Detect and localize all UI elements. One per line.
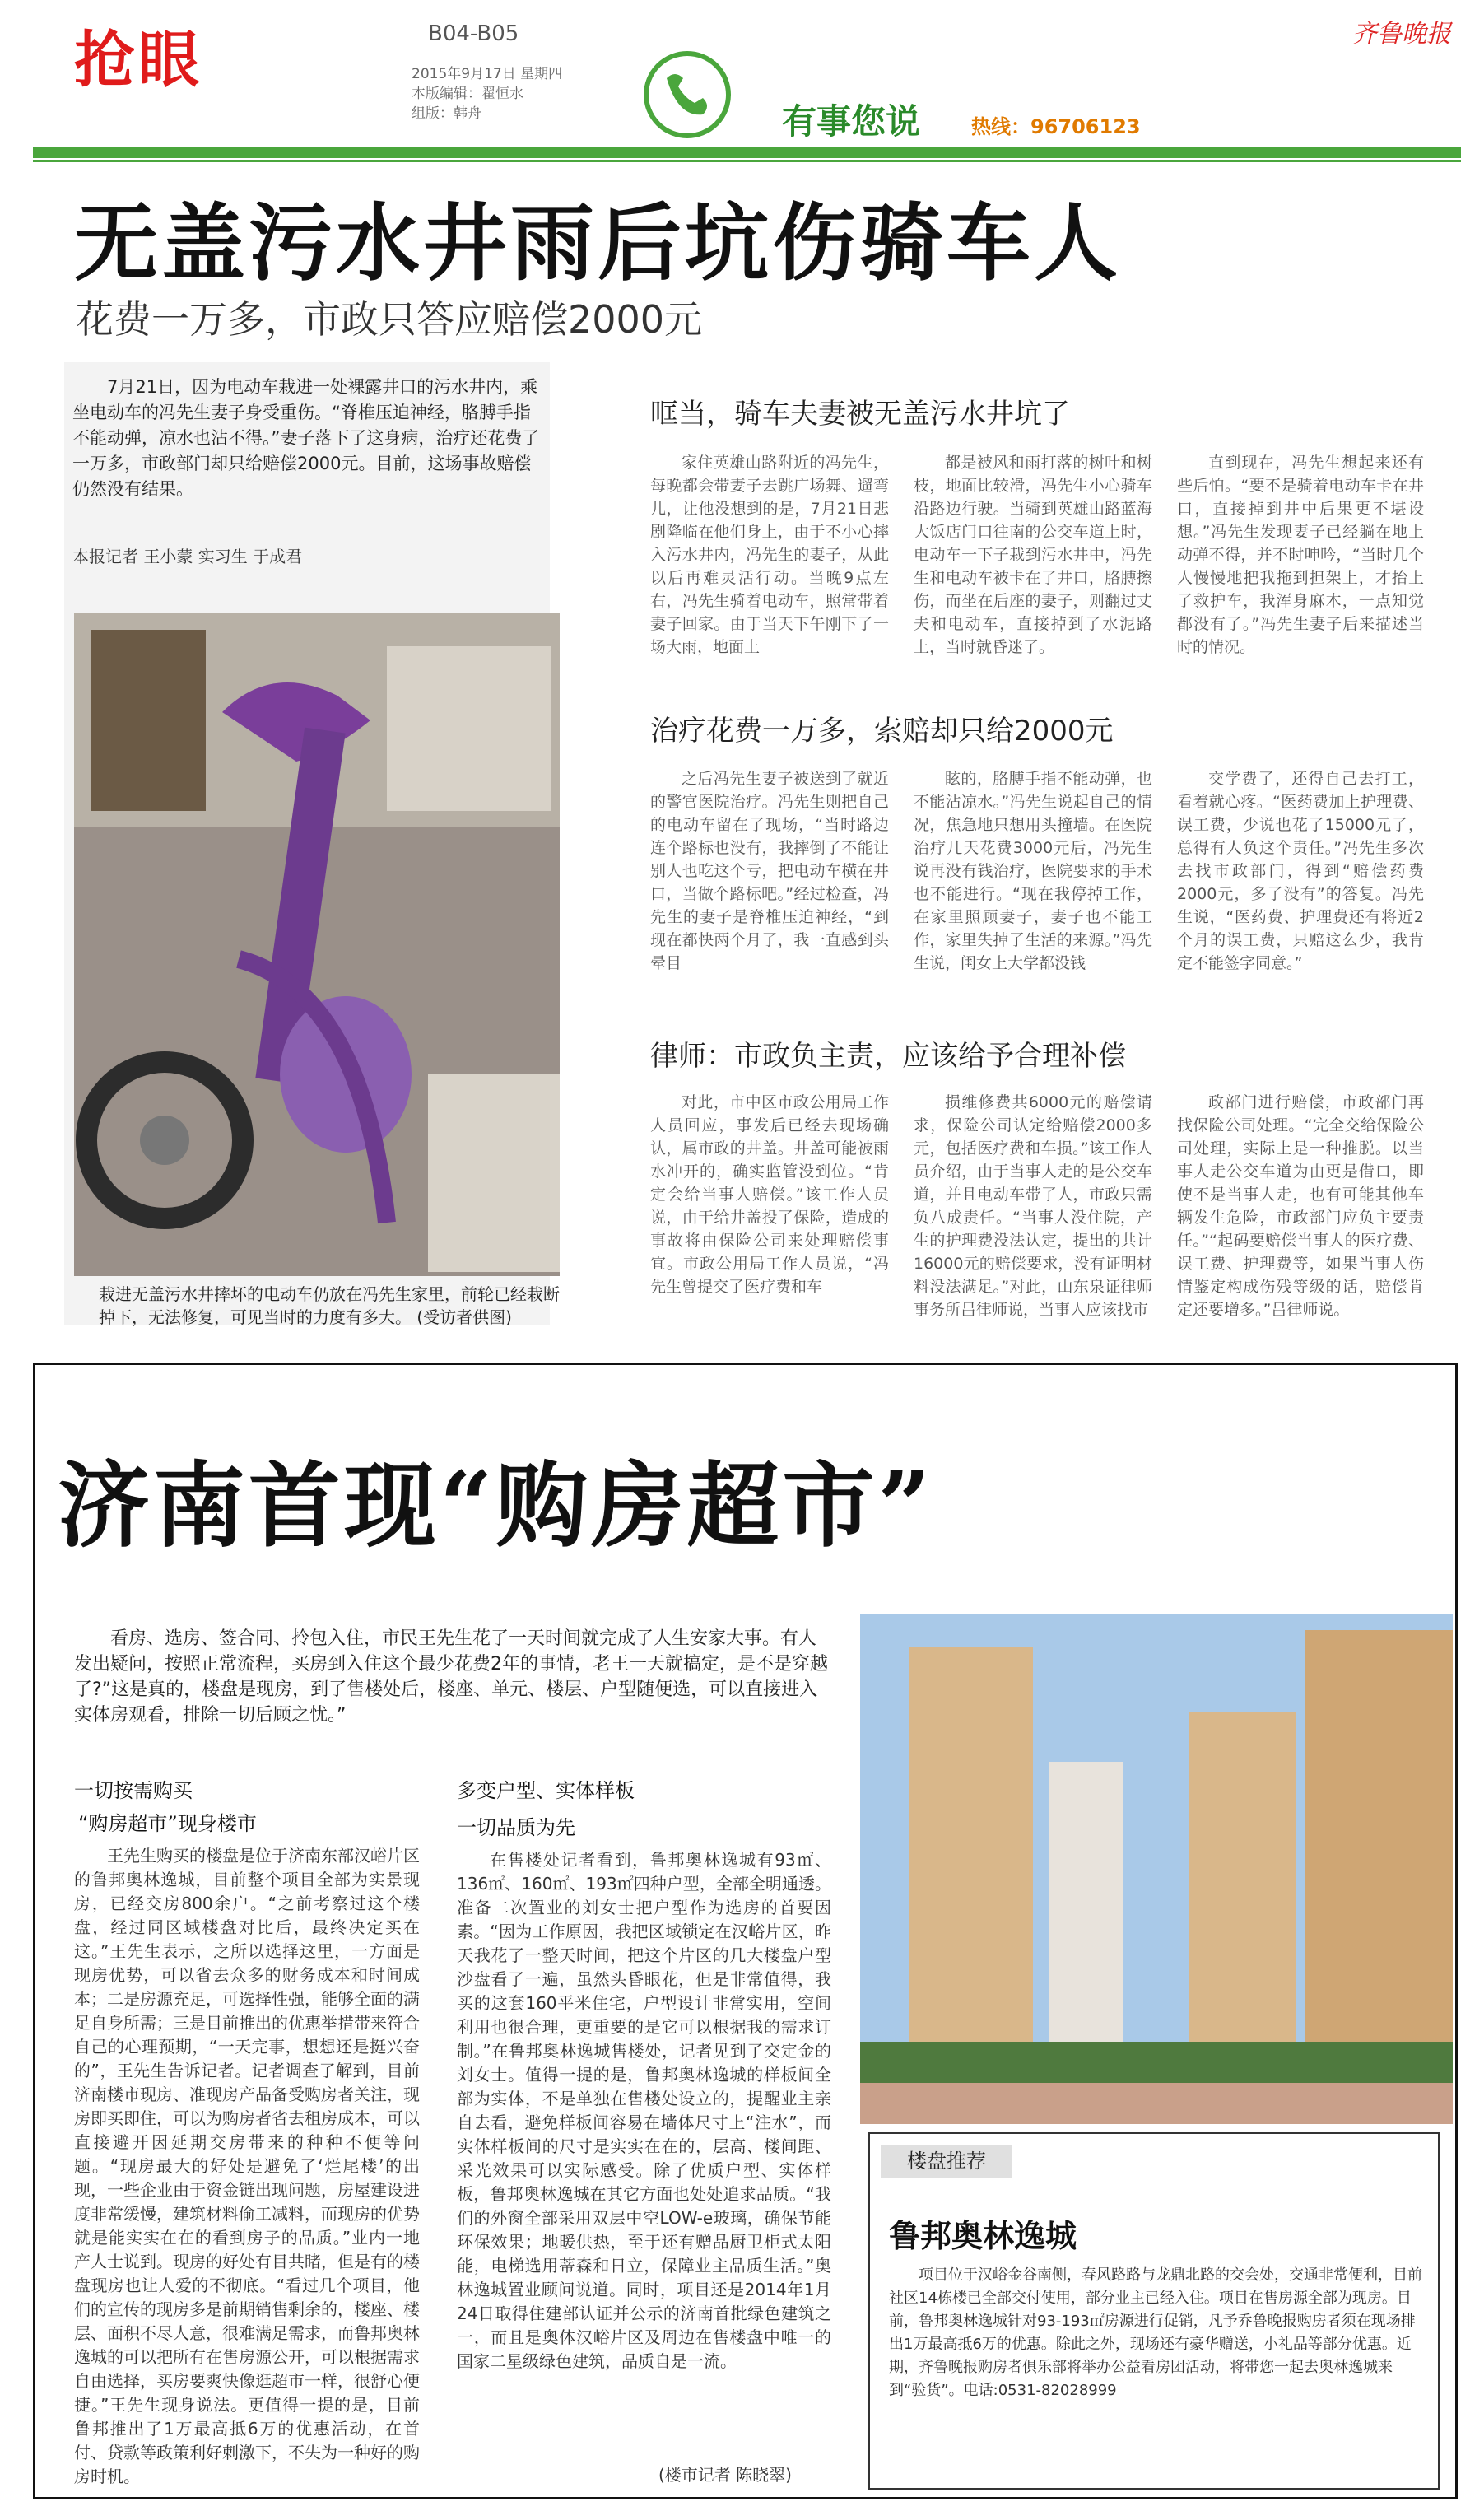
mid-column-text: 在售楼处记者看到，鲁邦奥林逸城有93㎡、136㎡、160㎡、193㎡四种户型，全部全明通透。准备二次置业的刘女士把户型作为选房的首要因素。“因为工作原因，我把区域锁定在汉峪片区，昨天我花了一整天时间，把这个片区的几大楼盘户型沙盘看了一遍，虽然头昏眼花，但是非常值得，我买的这套160平米住宅，户型设计非常实用，空间利用也很合理，更重要的是它可以根据我的需求订制。”在鲁邦奥林逸城售楼处，记者见到了交定金的刘女士。值得一提的是，鲁邦奥林逸城的样板间全部为实体，不是单独在售楼处设立的，提醒业主亲自去看，避免样板间容易在墙体尺寸上“注水”，而实体样板间的尺寸是实实在在的，层高、楼间距、采光效果可以实际感受。除了优质户型、实体样板，鲁邦奥林逸城在其它方面也处处追求品质。“我们的外窗全部采用双层中空LOW-e玻璃，确保节能环保效果；地暖供热，至于还有赠品厨卫柜式太阳能，电梯选用蒂森和日立，保障业主品质生活。”奥林逸城置业顾问说道。同时，项目还是2014年1月24日取得住建部认证并公示的济南首批绿色建筑之一，而且是奥体汉峪片区及周边在售楼盘中唯一的国家二星级绿色建筑，品质自是一流。 <box>457 1850 831 2371</box>
story2-intro: 看房、选房、签合同、拎包入住，市民王先生花了一天时间就完成了人生安家大事。有人发出疑问，按照正常流程，买房到入住这个最少花费2年的事情，老王一天就搞定，是不是穿越了?”这是真的，楼盘是现房，到了售楼处后，楼座、单元、楼层、户型随便选，可以直接进入实体房观看，排除一切后顾之忧。” <box>74 1628 829 1726</box>
section1-col1: 家住英雄山路附近的冯先生，每晚都会带妻子去跳广场舞、遛弯儿，让他没想到的是，7月21日悲剧降临在他们身上，由于不小心摔入污水井内，冯先生的妻子，从此以后再难灵活行动。当晚9点左右，冯先生骑着电动车，照常带着妻子回家。由于当天下午刚下了一场大雨，地面上 <box>650 454 889 656</box>
building-photo-illustration <box>860 1614 1453 2124</box>
mid-subhead-1: 多变户型、实体样板 <box>457 1779 635 1802</box>
photo-caption: 栽进无盖污水井摔坏的电动车仍放在冯先生家里，前轮已经栽断掉下，无法修复，可见当时的力度有多大。 (受访者供图) <box>99 1284 560 1327</box>
section2-title: 治疗花费一万多，索赔却只给2000元 <box>650 715 1114 748</box>
story1-subhead: 花费一万多，市政只答应赔偿2000元 <box>76 297 703 342</box>
ebike-photo <box>74 613 560 1276</box>
story2-headline: 济南首现“购房超市” <box>58 1452 934 1560</box>
story1-byline: 本报记者 王小蒙 实习生 于成君 <box>72 547 303 566</box>
left-subhead-2: “购房超市”现身楼市 <box>78 1812 257 1835</box>
page-numbers: B04-B05 <box>428 21 519 46</box>
section2-col2: 眩的，胳膊手指不能动弹，也不能沾凉水。”冯先生说起自己的情况，焦急地只想用头撞墙。在医院治疗几天花费3000元后，冯先生说再没有钱治疗，医院要求的手术也不能进行。“现在我停掉工作，在家里照顾妻子，妻子也不能工作，家里失掉了生活的来源。”冯先生说，闺女上大学都没钱 <box>914 770 1152 972</box>
section2-col3: 交学费了，还得自己去打工，看着就心疼。“医药费加上护理费、误工费，少说也花了15000元了，总得有人负这个责任。”冯先生多次去找市政部门，得到“赔偿药费2000元，多了没有”的答复。冯先生说，“医药费、护理费还有将近2个月的误工费，只赔这么少，我肯定不能签字同意。” <box>1177 770 1424 972</box>
left-subhead-1: 一切按需购买 <box>74 1779 193 1802</box>
header-divider <box>33 147 1461 158</box>
section1-col2: 都是被风和雨打落的树叶和树枝，地面比较滑，冯先生小心骑车沿路边行驶。当骑到英雄山路蓝海大饭店门口往南的公交车道上时，电动车一下子栽到污水井中，冯先生和电动车被卡在了井口，胳膊擦伤，而坐在后座的妻子，则翻过丈夫和电动车，直接掉到了水泥路上，当时就昏迷了。 <box>914 454 1152 656</box>
editor-credit: 本版编辑：翟恒水 <box>412 86 523 102</box>
promo-tag: 楼盘推荐 <box>881 2145 1012 2178</box>
dateline <box>412 64 562 123</box>
section3-col2: 损维修费共6000元的赔偿请求，保险公司认定给赔偿2000多元，包括医疗费和车损。”该工作人员介绍，由于当事人走的是公交车道，并且电动车带了人，市政只需负八成责任。“当事人没住院，产生的护理费没法认定，提出的共计16000元的赔偿要求，没有证明材料没法满足。”对此，山东泉证律师事务所吕律师说，当事人应该找市 <box>914 1093 1152 1319</box>
header-divider-thin <box>33 160 1461 162</box>
mid-subhead-2: 一切品质为先 <box>457 1816 575 1839</box>
layout-credit: 组版：韩舟 <box>412 105 481 122</box>
section1-title: 哐当，骑车夫妻被无盖污水井坑了 <box>650 398 1070 431</box>
section-logo: 抢眼 <box>74 25 202 96</box>
building-photo <box>860 1614 1453 2124</box>
section3-col3: 政部门进行赔偿，市政部门再找保险公司处理。“完全交给保险公司处理，实际上是一种推脱。以当事人走公交车道为由更是借口，即使不是当事人走，也有可能其他车辆发生危险，市政部门应负主要责任。”“起码要赔偿当事人的医疗费、误工费、护理费等，如果当事人伤情鉴定构成伤残等级的话，赔偿肯定还要增多。”吕律师说。 <box>1177 1093 1424 1319</box>
story1-lead: 7月21日，因为电动车栽进一处裸露井口的污水井内，乘坐电动车的冯先生妻子身受重伤。“脊椎压迫神经，胳膊手指不能动弹，凉水也沾不得。”妻子落下了这身病，治疗还花费了一万多，市政部门却只给赔偿2000元。目前，这场事故赔偿仍然没有结果。 <box>72 377 540 499</box>
hotline-title: 有事您说 <box>782 101 921 142</box>
ebike-photo-illustration <box>74 613 560 1276</box>
newspaper-brand: 齐鲁晚报 <box>1352 20 1451 49</box>
promo-text: 项目位于汉峪金谷南侧，春风路路与龙鼎北路的交会处，交通非常便利，目前社区14栋楼已全部交付使用，部分业主已经入住。项目在售房源全部为现房。目前，鲁邦奥林逸城针对93-193㎡房源进行促销，凡予乔鲁晚报购房者须在现场排出1万最高抵6万的优惠。除此之外，现场还有豪华赠送，小礼品等部分优惠。近期，齐鲁晚报购房者俱乐部将举办公益看房团活动，将带您一起去奥林逸城来到“验货”。电话:0531-82028999 <box>889 2266 1422 2399</box>
promo-project-name: 鲁邦奥林逸城 <box>889 2218 1077 2254</box>
story1-headline: 无盖污水井雨后坑伤骑车人 <box>74 195 1121 293</box>
hotline-number: 热线：96706123 <box>971 115 1141 138</box>
phone-icon <box>642 49 733 140</box>
section1-col3: 直到现在，冯先生想起来还有些后怕。“要不是骑着电动车卡在井口，直接掉到井中后果更不堪设想。”冯先生发现妻子已经躺在地上动弹不得，并不时呻吟，“当时几个人慢慢地把我拖到担架上，才抬上了救护车，我浑身麻木，一点知觉都没有了。”冯先生妻子后来描述当时的情况。 <box>1177 454 1424 656</box>
section3-col1: 对此，市中区市政公用局工作人员回应，事发后已经去现场确认，属市政的井盖。井盖可能被雨水冲开的，确实监管没到位。“肯定会给当事人赔偿。”该工作人员说，由于给井盖投了保险，造成的事故将由保险公司来处理赔偿事宜。市政公用局工作人员说，“冯先生曾提交了医疗费和车 <box>650 1093 889 1296</box>
section2-col1: 之后冯先生妻子被送到了就近的警官医院治疗。冯先生则把自己的电动车留在了现场，“当时路边连个路标也没有，我摔倒了不能让别人也吃这个亏，把电动车横在井口，当做个路标吧。”经过检查，冯先生的妻子是脊椎压迫神经，“到现在都快两个月了，我一直感到头晕目 <box>650 770 889 972</box>
issue-date: 2015年9月17日 星期四 <box>412 66 563 82</box>
story2-credit: (楼市记者 陈晓翠) <box>658 2465 792 2485</box>
left-column-text: 王先生购买的楼盘是位于济南东部汉峪片区的鲁邦奥林逸城，目前整个项目全部为实景现房，已经交房800余户。“之前考察过这个楼盘，经过同区域楼盘对比后，最终决定买在这。”王先生表示，之所以选择这里，一方面是现房优势，可以省去众多的财务成本和时间成本；二是房源充足，可选择性强，能够全面的满足自身所需；三是目前推出的优惠举措带来符合自己的心理预期，“一天完事，想想还是挺兴奋的”，王先生告诉记者。记者调查了解到，目前济南楼市现房、准现房产品备受购房者关注，现房即买即住，可以为购房者省去租房成本，可以直接避开因延期交房带来的种种不便等问题。“现房最大的好处是避免了‘烂尾楼’的出现，一些企业由于资金链出现问题，房屋建设进度非常缓慢，建筑材料偷工减料，而现房的优势就是能实实在在的看到房子的品质。”业内一地产人士说到。现房的好处有目共睹，但是有的楼盘现房也让人爱的不彻底。“看过几个项目，他们的宣传的现房多是前期销售剩余的，楼座、楼层、面积不尽人意，很难满足需求，而鲁邦奥林逸城的可以把所有在售房源公开，可以根据需求自由选择，买房要爽快像逛超市一样，很舒心便捷。”王先生现身说法。更值得一提的是，目前鲁邦推出了1万最高抵6万的优惠活动，在首付、贷款等政策利好刺激下，不失为一种好的购房时机。 <box>74 1846 420 2486</box>
section3-title: 律师：市政负主责，应该给予合理补偿 <box>650 1040 1126 1073</box>
